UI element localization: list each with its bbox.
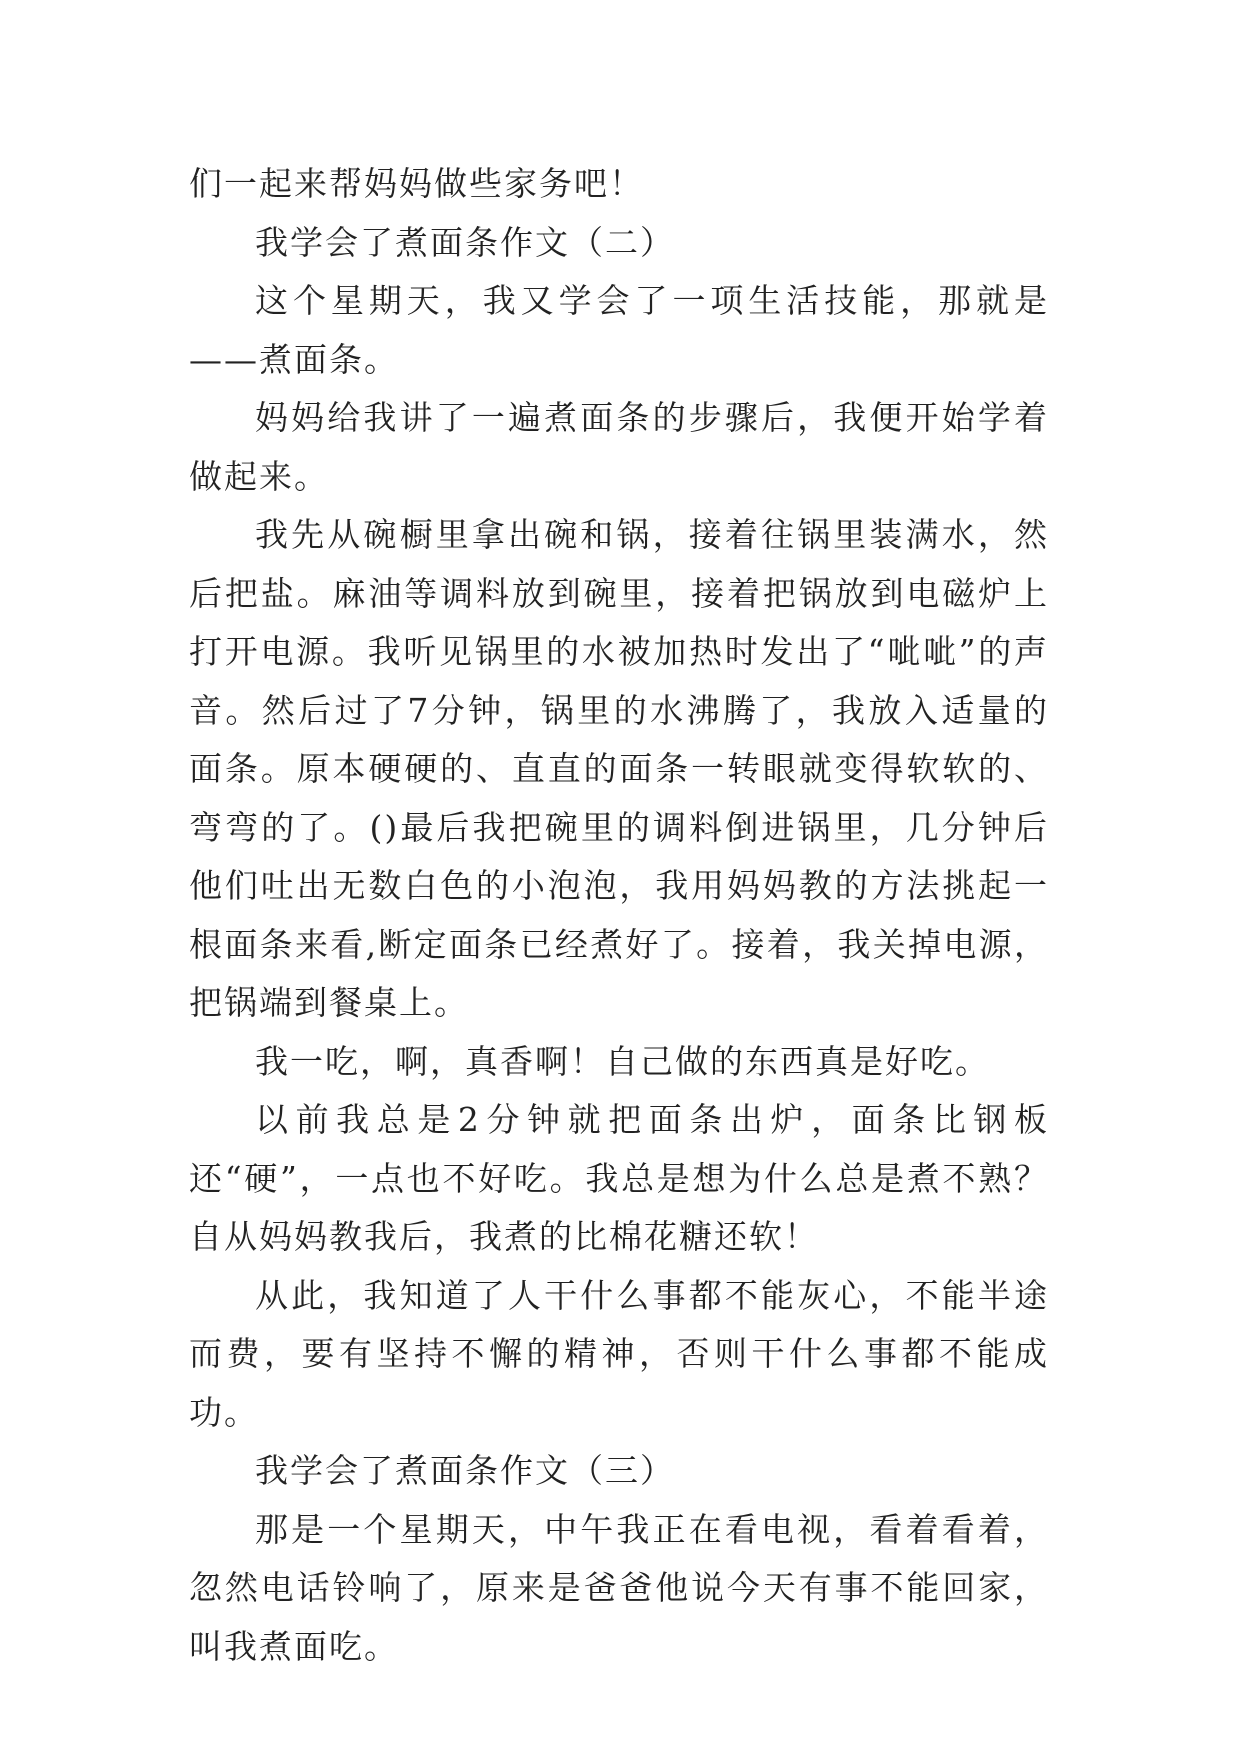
paragraph: 这个星期天，我又学会了一项生活技能，那就是——煮面条。 [189,281,1049,379]
paragraph-continuation: 们一起来帮妈妈做些家务吧！ [189,164,644,203]
document-body [189,155,1049,1676]
essay-title-2: 我学会了煮面条作文（二） [255,222,675,262]
paragraph: 我先从碗橱里拿出碗和锅，接着往锅里装满水，然后把盐。麻油等调料放到碗里，接着把锅放到电磁炉上打开电源。我听见锅里的水被加热时发出了“呲呲”的声音。然后过了7分钟，锅里的水沸腾了，我放入适量的面条。原本硬硬的、直直的面条一转眼就变得软软的、弯弯的了。()最后我把碗里的调料倒进锅里，几分钟后他们吐出无数白色的小泡泡，我用妈妈教的方法挑起一根面条来看,断定面条已经煮好了。接着，我关掉电源，把锅端到餐桌上。 [189,515,1049,1022]
paragraph: 妈妈给我讲了一遍煮面条的步骤后，我便开始学着做起来。 [189,398,1049,496]
paragraph: 从此，我知道了人干什么事都不能灰心，不能半途而费，要有坚持不懈的精神，否则干什么事都不能成功。 [189,1275,1049,1432]
paragraph: 以前我总是2分钟就把面条出炉，面条比钢板还“硬”，一点也不好吃。我总是想为什么总是煮不熟？自从妈妈教我后，我煮的比棉花糖还软！ [189,1100,1049,1256]
essay-title-3: 我学会了煮面条作文（三） [255,1451,675,1490]
paragraph: 那是一个星期天，中午我正在看电视，看着看着，忽然电话铃响了，原来是爸爸他说今天有事不能回家，叫我煮面吃。 [189,1509,1049,1666]
paragraph: 我一吃，啊，真香啊！自己做的东西真是好吃。 [255,1041,990,1081]
